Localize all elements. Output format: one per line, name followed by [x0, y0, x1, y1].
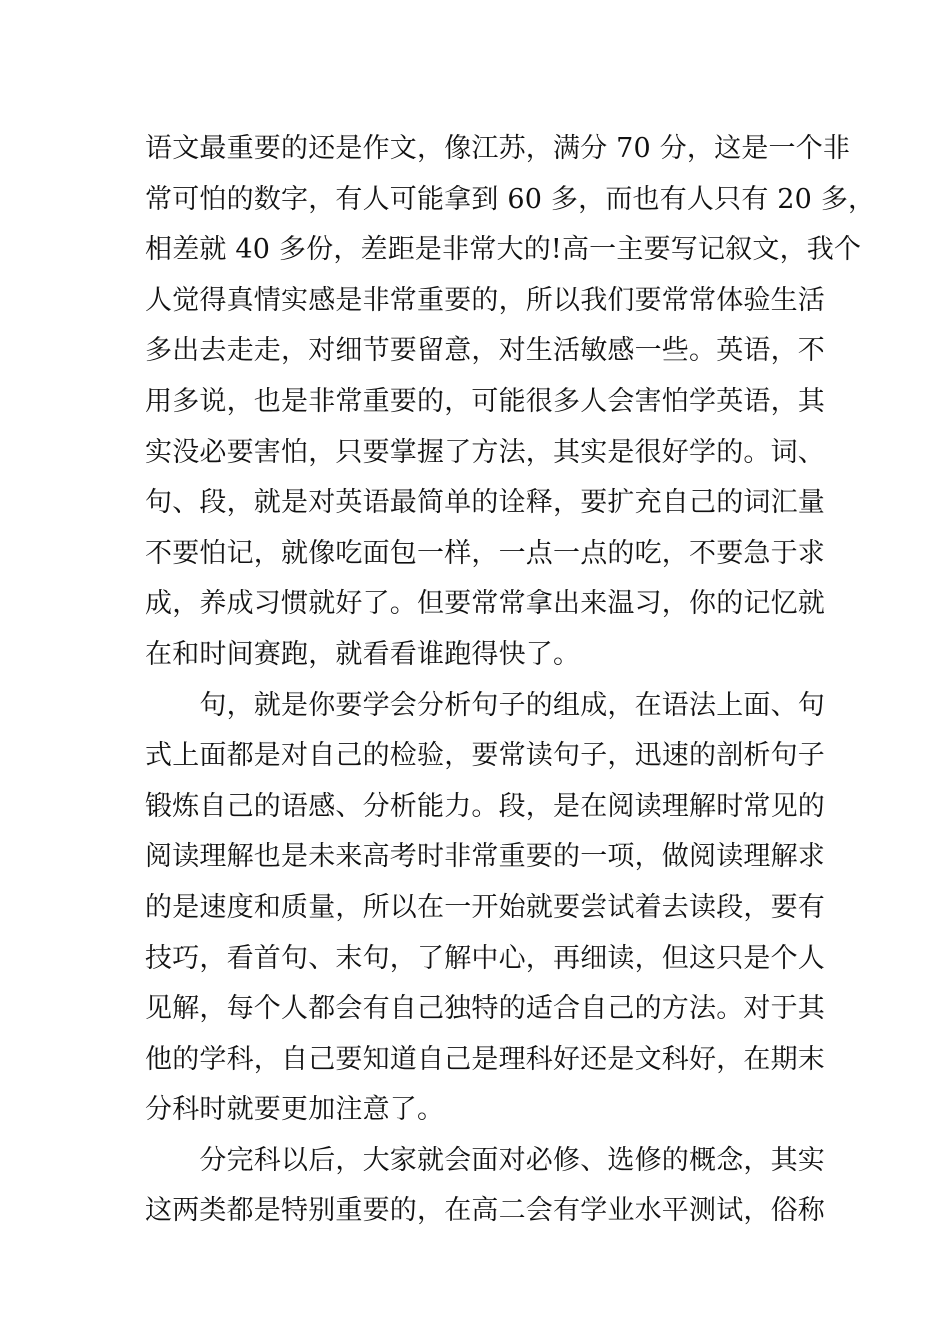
text-line: 阅读理解也是未来高考时非常重要的一项，做阅读理解求: [145, 841, 825, 873]
text-line: 常可怕的数字，有人可能拿到 60 多，而也有人只有 20 多，: [145, 183, 876, 215]
text-line: 技巧，看首句、末句，了解中心，再细读，但这只是个人: [145, 942, 825, 974]
text-line: 式上面都是对自己的检验，要常读句子，迅速的剖析句子: [145, 740, 825, 772]
text-line: 在和时间赛跑，就看看谁跑得快了。: [145, 638, 581, 670]
text-line: 见解，每个人都会有自己独特的适合自己的方法。对于其: [145, 993, 825, 1025]
text-line: 他的学科，自己要知道自己是理科好还是文科好，在期末: [145, 1043, 825, 1075]
text-line: 分完科以后，大家就会面对必修、选修的概念，其实: [145, 1144, 825, 1176]
text-line: 这两类都是特别重要的，在高二会有学业水平测试，俗称: [145, 1195, 825, 1227]
text-line: 句、段，就是对英语最简单的诠释，要扩充自己的词汇量: [145, 487, 825, 519]
body-text: [145, 124, 876, 1237]
text-line: 用多说，也是非常重要的，可能很多人会害怕学英语，其: [145, 385, 825, 417]
text-line: 的是速度和质量，所以在一开始就要尝试着去读段，要有: [145, 891, 825, 923]
text-line: 语文最重要的还是作文，像江苏，满分 70 分，这是一个非: [145, 133, 851, 164]
text-line: 人觉得真情实感是非常重要的，所以我们要常常体验生活: [145, 284, 825, 316]
text-line: 分科时就要更加注意了。: [145, 1094, 445, 1126]
text-line: 锻炼自己的语感、分析能力。段，是在阅读理解时常见的: [145, 790, 825, 822]
text-line: 句，就是你要学会分析句子的组成，在语法上面、句: [145, 689, 825, 721]
text-line: 实没必要害怕，只要掌握了方法，其实是很好学的。词、: [145, 436, 825, 468]
text-line: 不要怕记，就像吃面包一样，一点一点的吃，不要急于求: [145, 537, 825, 569]
text-line: 相差就 40 多份，差距是非常大的!高一主要写记叙文，我个: [145, 234, 862, 266]
text-line: 多出去走走，对细节要留意，对生活敏感一些。英语，不: [145, 335, 825, 367]
text-line: 成，养成习惯就好了。但要常常拿出来温习，你的记忆就: [145, 588, 825, 620]
